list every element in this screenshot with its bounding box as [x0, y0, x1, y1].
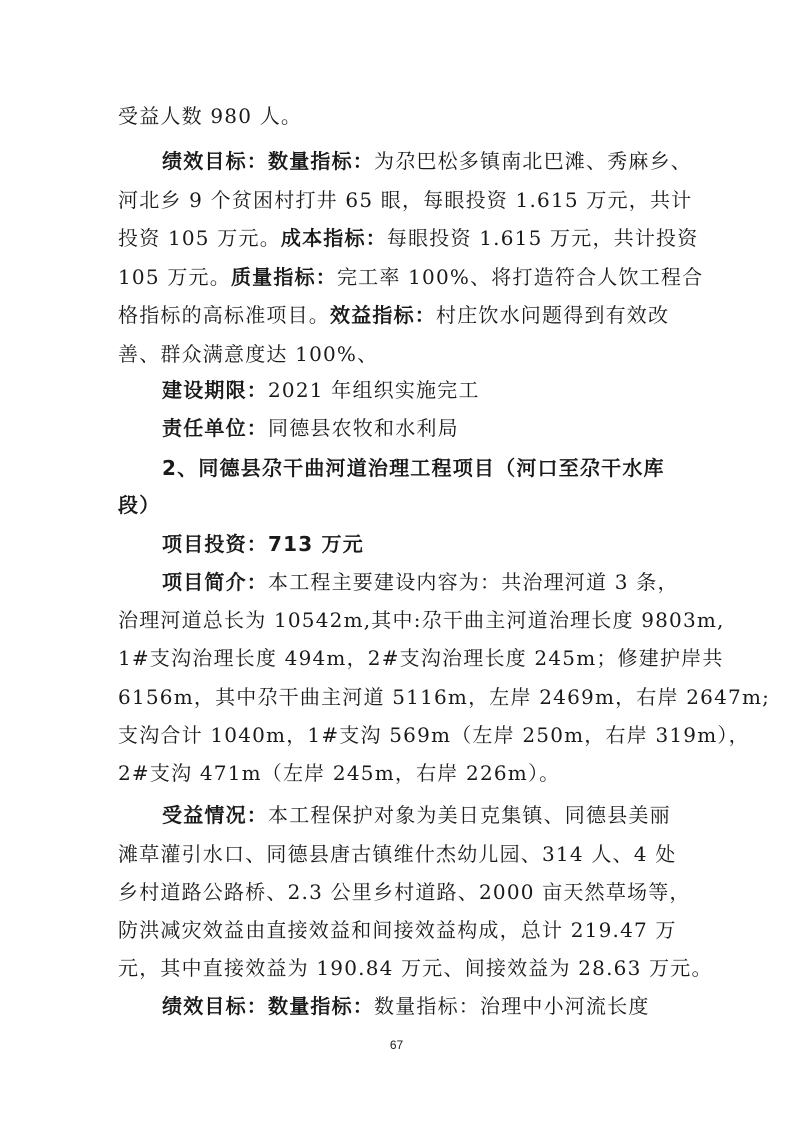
heading-label: 项目简介： — [162, 570, 268, 594]
section-heading — [118, 487, 678, 523]
text-run: 善、群众满意度达 100%、 — [118, 342, 379, 366]
text-run: 2#支沟 471m（左岸 245m，右岸 226m）。 — [118, 761, 561, 785]
text-line — [118, 602, 725, 638]
text-line — [162, 797, 678, 833]
text-line — [118, 98, 678, 134]
text-line — [118, 874, 691, 910]
heading-label: 受益情况： — [162, 803, 268, 827]
text-run: 本工程主要建设内容为：共治理河道 3 条， — [268, 570, 679, 594]
text-run: 投资 105 万元。 — [118, 226, 281, 250]
text-run: 村庄饮水问题得到有效改 — [436, 303, 670, 327]
heading-label: 责任单位： — [162, 416, 268, 440]
page-number: 67 — [389, 1038, 404, 1052]
text-run: 每眼投资 1.615 万元，共计投资 — [386, 226, 699, 250]
text-line — [118, 640, 724, 676]
text-run: 105 万元。 — [118, 265, 231, 289]
text-line — [162, 526, 678, 562]
heading-label: 数量指标： — [268, 994, 374, 1018]
text-line — [162, 410, 678, 446]
text-run: 6156m，其中尕干曲主河道 5116m，左岸 2469m，右岸 2647m; — [118, 685, 771, 709]
text-line — [118, 836, 678, 872]
text-run: 治理河道总长为 10542m,其中:尕干曲主河道治理长度 9803m, — [118, 608, 725, 632]
text-line — [118, 182, 693, 218]
text-run: 支沟合计 1040m，1#支沟 569m（左岸 250m，右岸 319m）， — [118, 723, 750, 747]
heading-label: 绩效目标： — [162, 994, 268, 1018]
heading-label: 成本指标： — [280, 226, 387, 250]
text-run: 防洪减灾效益由直接效益和间接效益构成，总计 219.47 万 — [118, 918, 677, 942]
text-line — [118, 755, 678, 791]
heading-label: 数量指标： — [268, 149, 374, 173]
text-line — [118, 950, 713, 986]
text-run: 乡村道路公路桥、2.3 公里乡村道路、2000 亩天然草场等， — [118, 880, 691, 904]
text-line — [162, 143, 692, 179]
text-run: 2021 年组织实施完工 — [268, 378, 480, 402]
text-run: 格指标的高标准项目。 — [118, 303, 330, 327]
text-run: 受益人数 980 人。 — [118, 104, 303, 128]
text-line — [118, 679, 771, 715]
section-heading — [162, 450, 678, 486]
heading-label: 绩效目标： — [162, 149, 268, 173]
text-run: 元，其中直接效益为 190.84 万元、间接效益为 28.63 万元。 — [118, 956, 713, 980]
heading-label: 项目投资：713 万元 — [162, 532, 364, 556]
heading-label: 效益指标： — [330, 303, 436, 327]
text-run: 1#支沟治理长度 494m，2#支沟治理长度 245m；修建护岸共 — [118, 646, 724, 670]
text-line — [118, 259, 704, 295]
text-run: 滩草灌引水口、同德县唐古镇维什杰幼儿园、314 人、4 处 — [118, 842, 677, 866]
text-line — [162, 988, 678, 1024]
text-line — [118, 336, 678, 372]
text-line — [118, 717, 750, 753]
text-run: 同德县农牧和水利局 — [268, 416, 459, 440]
heading-label: 质量指标： — [230, 265, 337, 289]
text-run: 数量指标：治理中小河流长度 — [374, 994, 650, 1018]
text-line — [118, 220, 699, 256]
heading-text: 2、同德县尕干曲河道治理工程项目（河口至尕干水库 — [162, 456, 665, 480]
text-run: 为尕巴松多镇南北巴滩、秀麻乡、 — [374, 149, 692, 173]
text-line — [162, 372, 678, 408]
text-line — [118, 297, 678, 333]
text-run: 河北乡 9 个贫困村打井 65 眼，每眼投资 1.615 万元，共计 — [118, 188, 693, 212]
text-run: 完工率 100%、将打造符合人饮工程合 — [336, 265, 704, 289]
heading-label: 建设期限： — [162, 378, 268, 402]
text-run: 本工程保护对象为美日克集镇、同德县美丽 — [268, 803, 671, 827]
heading-text: 段） — [118, 493, 161, 517]
text-line — [118, 912, 678, 948]
text-line — [162, 564, 678, 600]
